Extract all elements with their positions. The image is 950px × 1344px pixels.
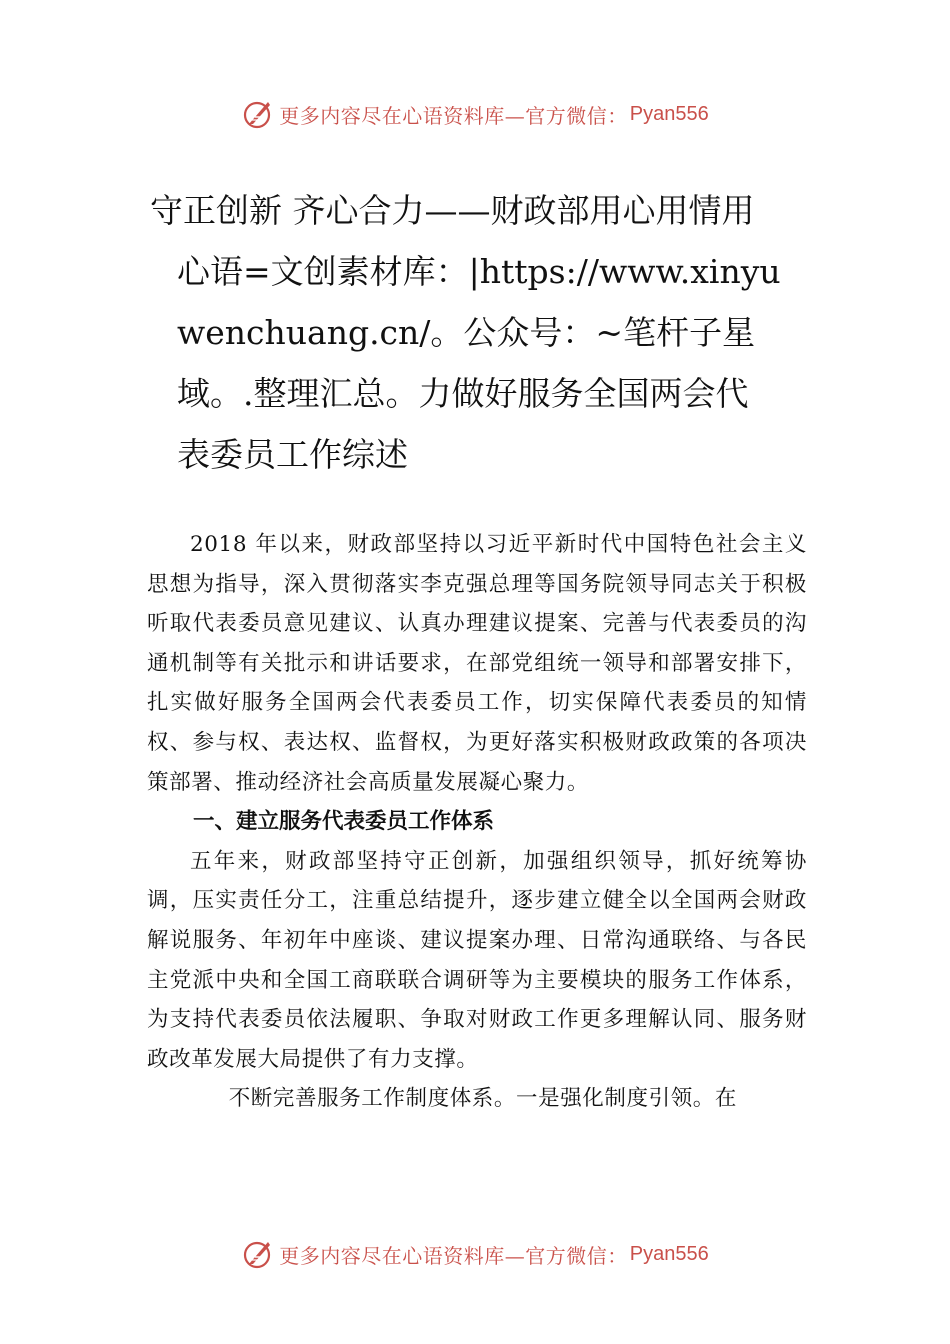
feather-seal-icon [241,97,275,131]
body-paragraph: 不断完善服务工作制度体系。一是强化制度引领。在 [228,1086,737,1112]
document-title [150,180,810,485]
body-paragraph: 五年来，财政部坚持守正创新，加强组织领导，抓好统筹协调，压实责任分工，注重总结提升，逐步建立健全以全国两会财政解说服务、年初年中座谈、建议提案办理、日常沟通联络、与各民主党派中央和全国工商联联合调研等为主要模块的服务工作体系，为支持代表委员依法履职、争取对财政工作更多理解认同、服务财政改革发展大局提供了有力支撑。 [147,848,807,1072]
watermark-wechat-id: Pyan556 [629,1242,709,1265]
title-line: 守正创新 齐心合力——财政部用心用情用 [150,191,755,230]
watermark-text: 更多内容尽在心语资料库—官方微信： [279,103,628,128]
watermark-wechat-id: Pyan556 [629,102,709,125]
watermark-text: 更多内容尽在心语资料库—官方微信： [279,1243,628,1268]
section-heading: 一、建立服务代表委员工作体系 [193,809,495,835]
watermark-banner-bottom [0,1232,950,1276]
title-line: 表委员工作综述 [177,435,408,474]
watermark-banner-top [0,92,950,136]
feather-seal-icon [241,1237,275,1271]
title-line: wenchuang.cn/。公众号：~笔杆子星 [177,313,756,352]
intro-paragraph: 2018 年以来，财政部坚持以习近平新时代中国特色社会主义思想为指导，深入贯彻落实李克强总理等国务院领导同志关于积极听取代表委员意见建议、认真办理建议提案、完善与代表委员的沟通机制等有关批示和讲话要求，在部党组统一领导和部署安排下，扎实做好服务全国两会代表委员工作，切实保障代表委员的知情权、参与权、表达权、监督权，为更好落实积极财政政策的各项决策部署、推动经济社会高质量发展凝心聚力。 [147,532,807,795]
title-line: 域。.整理汇总。力做好服务全国两会代 [177,374,749,413]
title-line: 心语=文创素材库：|https://www.xinyu [177,252,781,291]
document-body [147,525,807,1119]
